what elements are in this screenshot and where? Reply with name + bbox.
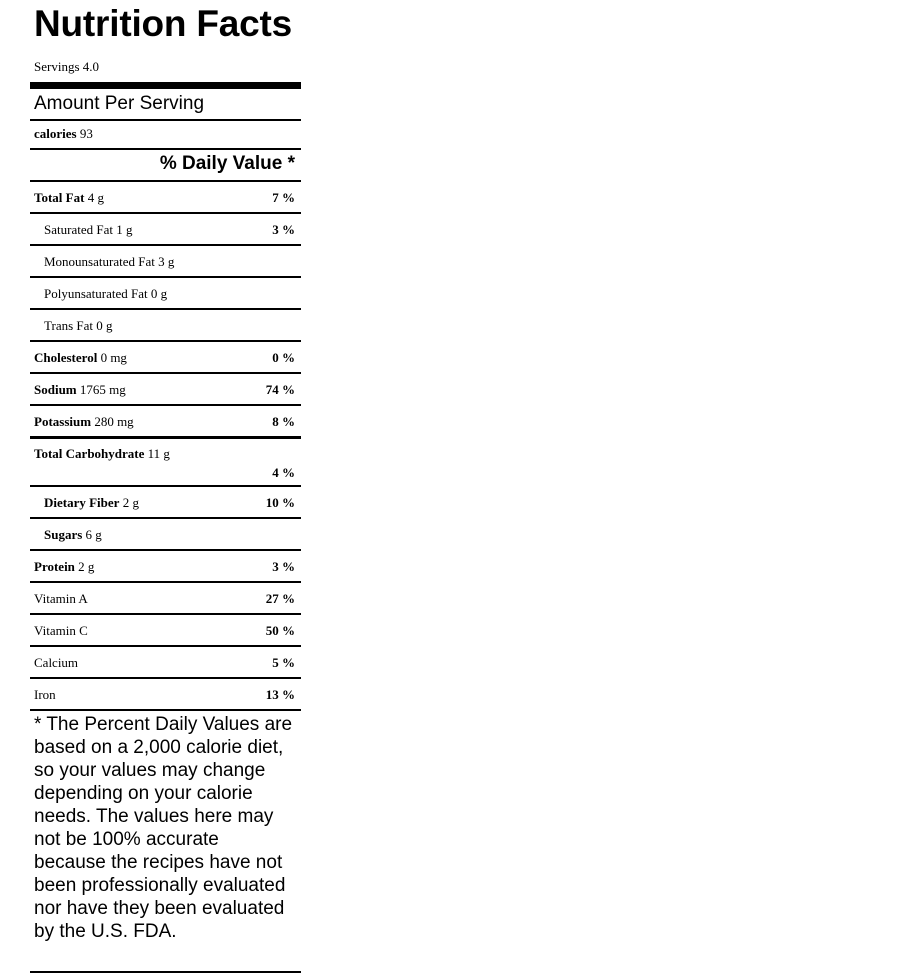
row-total-fat bbox=[30, 182, 301, 214]
row-polyunsaturated-fat bbox=[30, 278, 301, 310]
nutrient-amount: 3 g bbox=[158, 254, 175, 269]
nutrient-name: Cholesterol bbox=[34, 350, 98, 365]
nutrient-amount: 2 g bbox=[78, 559, 95, 574]
row-sugars bbox=[30, 519, 301, 551]
nutrition-facts-label bbox=[30, 0, 301, 973]
nutrient-percent: 7 % bbox=[272, 190, 295, 205]
nutrient-name: Protein bbox=[34, 559, 75, 574]
nutrient-name: Total Fat bbox=[34, 190, 85, 205]
nutrient-percent: 10 % bbox=[265, 495, 295, 510]
thick-divider bbox=[30, 82, 301, 89]
nutrient-percent: 3 % bbox=[272, 222, 295, 237]
nutrient-amount: 11 g bbox=[147, 446, 170, 461]
nutrient-name: Iron bbox=[34, 687, 56, 702]
label-title: Nutrition Facts bbox=[34, 3, 293, 44]
nutrient-amount: 6 g bbox=[85, 527, 102, 542]
nutrient-percent: 27 % bbox=[265, 591, 295, 606]
row-monounsaturated-fat bbox=[30, 246, 301, 278]
nutrient-percent: 13 % bbox=[265, 687, 295, 702]
row-calcium bbox=[30, 647, 301, 679]
row-saturated-fat bbox=[30, 214, 301, 246]
nutrient-percent: 3 % bbox=[272, 559, 295, 574]
nutrient-percent: 50 % bbox=[265, 623, 295, 638]
nutrient-name: Sodium bbox=[34, 382, 77, 397]
row-potassium bbox=[30, 406, 301, 439]
nutrient-name: Vitamin C bbox=[34, 623, 88, 638]
row-total-carbohydrate bbox=[30, 439, 301, 487]
nutrient-amount: 2 g bbox=[122, 495, 139, 510]
nutrient-percent: 8 % bbox=[272, 414, 295, 429]
nutrient-percent: 74 % bbox=[265, 382, 295, 397]
nutrient-amount: 1765 mg bbox=[79, 382, 126, 397]
nutrient-name: Vitamin A bbox=[34, 591, 88, 606]
nutrient-name: Polyunsaturated Fat bbox=[44, 286, 148, 301]
row-trans-fat bbox=[30, 310, 301, 342]
calories-row bbox=[30, 121, 301, 150]
row-sodium bbox=[30, 374, 301, 406]
calories-value: 93 bbox=[79, 126, 93, 141]
nutrient-amount: 0 g bbox=[96, 318, 113, 333]
row-vitamin-a bbox=[30, 583, 301, 615]
nutrient-amount: 0 g bbox=[150, 286, 168, 301]
daily-value-header: % Daily Value * bbox=[30, 150, 301, 182]
nutrient-name: Sugars bbox=[44, 527, 83, 542]
nutrient-name: Dietary Fiber bbox=[44, 495, 120, 510]
row-cholesterol bbox=[30, 342, 301, 374]
calories-label: calories bbox=[34, 126, 77, 141]
nutrient-name: Saturated Fat bbox=[44, 222, 113, 237]
servings-text: Servings 4.0 bbox=[34, 59, 99, 74]
nutrient-amount: 1 g bbox=[116, 222, 133, 237]
nutrient-amount: 4 g bbox=[87, 190, 104, 205]
nutrient-percent: 4 % bbox=[272, 465, 295, 480]
nutrient-name: Monounsaturated Fat bbox=[44, 254, 155, 269]
nutrient-percent: 0 % bbox=[272, 350, 295, 365]
nutrient-name: Trans Fat bbox=[44, 318, 94, 333]
nutrient-amount: 280 mg bbox=[94, 414, 134, 429]
nutrient-amount: 0 mg bbox=[100, 350, 127, 365]
amount-per-serving: Amount Per Serving bbox=[30, 89, 301, 121]
nutrient-percent: 5 % bbox=[272, 655, 295, 670]
nutrient-name: Potassium bbox=[34, 414, 92, 429]
nutrient-name: Calcium bbox=[34, 655, 79, 670]
daily-value-footnote: * The Percent Daily Values are based on a 2,000 calorie diet, so your values may change depending on your calorie needs. The values here may not be 100% accurate because the recipes have not been professionally evaluated nor have they been evaluated by the U.S. FDA. bbox=[30, 711, 301, 973]
row-protein bbox=[30, 551, 301, 583]
row-iron bbox=[30, 679, 301, 711]
row-dietary-fiber bbox=[30, 487, 301, 519]
row-vitamin-c bbox=[30, 615, 301, 647]
nutrient-name: Total Carbohydrate bbox=[34, 446, 145, 461]
